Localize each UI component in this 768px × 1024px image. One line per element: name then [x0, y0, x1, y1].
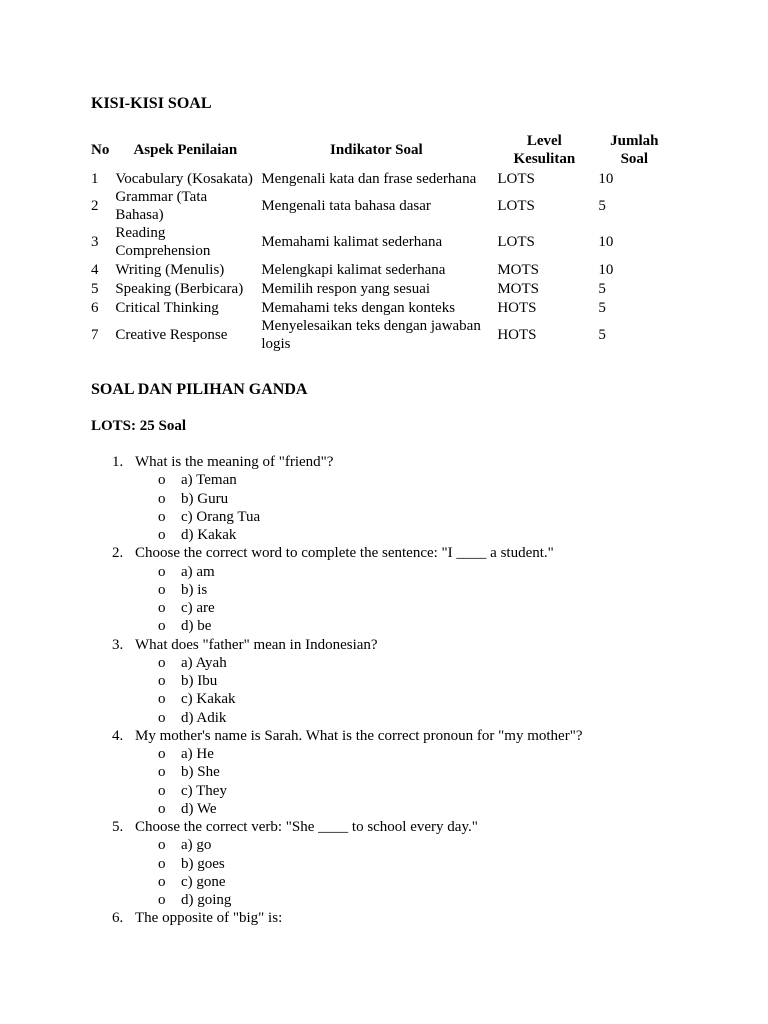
- option-text: a) go: [181, 837, 212, 854]
- option-item: [135, 654, 700, 672]
- option-text: b) goes: [181, 855, 225, 872]
- bullet-icon: o: [158, 873, 166, 890]
- cell-indikator: Mengenali kata dan frase sederhana: [261, 170, 477, 187]
- table-row: [88, 279, 674, 298]
- cell-aspek: Speaking (Berbicara): [115, 280, 244, 297]
- bullet-icon: o: [158, 855, 166, 872]
- option-item: [135, 891, 700, 909]
- option-text: c) They: [181, 782, 227, 799]
- option-list: [135, 836, 700, 909]
- option-text: b) Ibu: [181, 673, 218, 689]
- option-item: [135, 709, 700, 727]
- option-list: [135, 563, 700, 636]
- bullet-icon: o: [158, 800, 166, 817]
- table-row: [88, 317, 674, 353]
- option-text: d) Adik: [181, 709, 227, 726]
- lots-heading: LOTS: 25 Soal: [91, 418, 187, 434]
- cell-aspek: Critical Thinking: [115, 299, 219, 316]
- question-item: [0, 636, 700, 727]
- question-text: Choose the correct verb: "She ____ to school every day.": [135, 819, 478, 835]
- bullet-icon: o: [158, 764, 166, 781]
- cell-jumlah: 5: [598, 327, 606, 343]
- bullet-icon: o: [158, 782, 166, 799]
- option-item: [135, 800, 700, 818]
- cell-jumlah: 5: [598, 280, 606, 297]
- bullet-icon: o: [158, 892, 166, 908]
- table-header-row: [88, 131, 674, 169]
- option-text: c) Orang Tua: [181, 508, 261, 525]
- bullet-icon: o: [158, 527, 166, 543]
- question-list: [0, 453, 700, 928]
- option-text: c) gone: [181, 873, 226, 890]
- question-text: What is the meaning of "friend"?: [135, 454, 334, 470]
- question-text: What does "father" mean in Indonesian?: [135, 636, 378, 653]
- question-number: 1.: [112, 454, 124, 470]
- option-item: [135, 581, 700, 599]
- option-item: [135, 836, 700, 854]
- option-text: a) Teman: [181, 472, 237, 489]
- header-jumlah-line1: Jumlah: [610, 133, 659, 149]
- cell-level: MOTS: [497, 261, 540, 278]
- option-item: [135, 526, 700, 544]
- question-number: 4.: [112, 727, 124, 744]
- bullet-icon: o: [158, 746, 166, 762]
- option-text: d) be: [181, 618, 212, 635]
- option-item: [135, 471, 700, 489]
- kisi-kisi-title: KISI-KISI SOAL: [91, 95, 212, 112]
- option-item: [135, 672, 700, 690]
- option-text: a) Ayah: [181, 654, 227, 671]
- bullet-icon: o: [158, 673, 166, 689]
- bullet-icon: o: [158, 563, 166, 580]
- option-item: [135, 563, 700, 581]
- cell-no: 4: [91, 261, 99, 278]
- question-number: 2.: [112, 545, 124, 562]
- option-list: [135, 654, 700, 727]
- question-number: 3.: [112, 636, 124, 653]
- cell-indikator: Memahami kalimat sederhana: [261, 234, 443, 250]
- bullet-icon: o: [158, 490, 166, 507]
- cell-jumlah: 10: [598, 170, 614, 187]
- cell-jumlah: 5: [598, 299, 606, 316]
- option-text: c) are: [181, 600, 215, 616]
- option-item: [135, 490, 700, 508]
- header-jumlah-line2: Soal: [620, 151, 649, 167]
- option-text: d) going: [181, 892, 232, 908]
- bullet-icon: o: [158, 581, 166, 598]
- cell-level: LOTS: [497, 170, 535, 187]
- question-item: [0, 544, 700, 635]
- option-item: [135, 617, 700, 635]
- cell-aspek: Grammar (Tata Bahasa): [115, 189, 208, 223]
- soal-title: SOAL DAN PILIHAN GANDA: [91, 381, 308, 398]
- option-list: [135, 471, 700, 544]
- option-item: [135, 763, 700, 781]
- option-text: c) Kakak: [181, 691, 236, 708]
- option-item: [135, 782, 700, 800]
- cell-no: 3: [91, 234, 99, 250]
- cell-indikator: Memilih respon yang sesuai: [261, 280, 431, 297]
- table-row: [88, 224, 674, 260]
- cell-aspek: Creative Response: [115, 327, 228, 343]
- cell-aspek: Reading Comprehension: [115, 225, 211, 259]
- question-text: The opposite of "big" is:: [135, 910, 283, 927]
- table-row: [88, 260, 674, 279]
- cell-indikator: Menyelesaikan teks dengan jawaban logis: [261, 318, 481, 352]
- header-aspek: Aspek Penilaian: [133, 142, 238, 158]
- question-text: My mother's name is Sarah. What is the correct pronoun for "my mother"?: [135, 727, 583, 744]
- kisi-kisi-table: [88, 131, 674, 353]
- cell-jumlah: 10: [598, 261, 614, 278]
- header-level-line1: Level: [526, 133, 562, 149]
- bullet-icon: o: [158, 508, 166, 525]
- table-row: [88, 169, 674, 188]
- option-text: b) Guru: [181, 490, 229, 507]
- header-jumlah: [594, 131, 674, 169]
- cell-no: 7: [91, 327, 99, 343]
- bullet-icon: o: [158, 691, 166, 708]
- option-item: [135, 745, 700, 763]
- option-item: [135, 508, 700, 526]
- bullet-icon: o: [158, 709, 166, 726]
- question-number: 6.: [112, 910, 124, 927]
- option-text: b) is: [181, 581, 208, 598]
- option-list: [135, 745, 700, 818]
- cell-no: 2: [91, 198, 99, 214]
- option-text: d) We: [181, 800, 217, 817]
- option-text: a) He: [181, 746, 214, 762]
- header-indikator: Indikator Soal: [330, 142, 423, 158]
- header-level-line2: Kesulitan: [513, 151, 576, 167]
- question-item: [0, 453, 700, 544]
- question-item: [0, 909, 700, 927]
- question-number: 5.: [112, 819, 124, 835]
- option-item: [135, 873, 700, 891]
- table-row: [88, 298, 674, 317]
- option-text: b) She: [181, 764, 220, 781]
- cell-jumlah: 10: [598, 234, 614, 250]
- question-item: [0, 818, 700, 909]
- option-item: [135, 855, 700, 873]
- bullet-icon: o: [158, 837, 166, 854]
- cell-level: LOTS: [497, 198, 535, 214]
- cell-aspek: Vocabulary (Kosakata): [115, 170, 253, 187]
- option-item: [135, 690, 700, 708]
- cell-aspek: Writing (Menulis): [115, 261, 225, 278]
- header-no: No: [91, 142, 110, 158]
- cell-level: LOTS: [497, 234, 535, 250]
- bullet-icon: o: [158, 618, 166, 635]
- bullet-icon: o: [158, 472, 166, 489]
- table-row: [88, 188, 674, 224]
- cell-no: 6: [91, 299, 99, 316]
- cell-level: HOTS: [497, 327, 537, 343]
- option-text: a) am: [181, 563, 215, 580]
- cell-level: MOTS: [497, 280, 540, 297]
- question-item: [0, 727, 700, 818]
- bullet-icon: o: [158, 600, 166, 616]
- cell-indikator: Memahami teks dengan konteks: [261, 299, 456, 316]
- cell-level: HOTS: [497, 299, 537, 316]
- question-text: Choose the correct word to complete the sentence: "I ____ a student.": [135, 545, 554, 562]
- cell-indikator: Melengkapi kalimat sederhana: [261, 261, 446, 278]
- header-level: [494, 131, 594, 169]
- cell-no: 1: [91, 170, 99, 187]
- kisi-table-body: [88, 169, 674, 353]
- cell-jumlah: 5: [598, 198, 606, 214]
- bullet-icon: o: [158, 654, 166, 671]
- option-text: d) Kakak: [181, 527, 237, 543]
- cell-no: 5: [91, 280, 99, 297]
- option-item: [135, 599, 700, 617]
- cell-indikator: Mengenali tata bahasa dasar: [261, 198, 431, 214]
